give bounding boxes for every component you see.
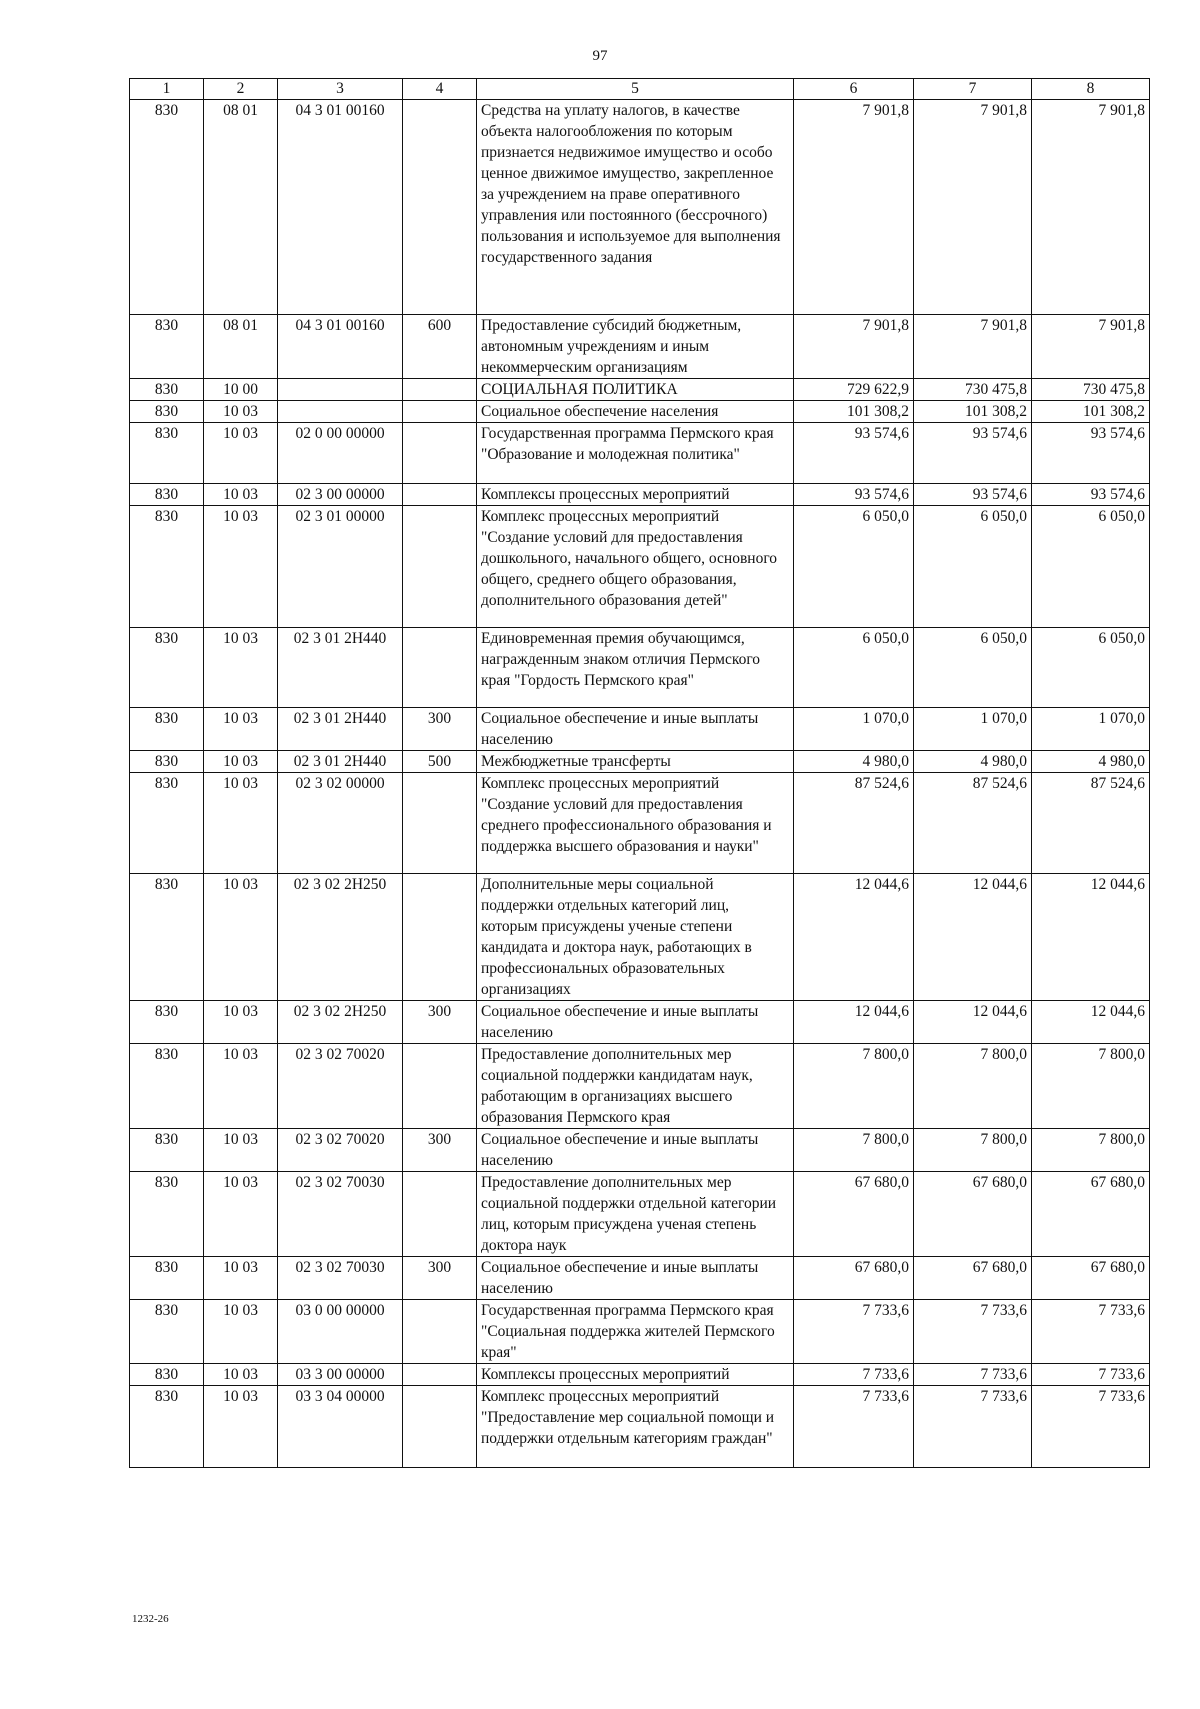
expense-type-cell bbox=[403, 1364, 477, 1386]
admin-code-cell: 830 bbox=[130, 628, 204, 708]
target-article-cell: 03 3 04 00000 bbox=[278, 1386, 403, 1468]
amount-2026-cell: 12 044,6 bbox=[1032, 874, 1150, 1001]
amount-2024-cell: 7 733,6 bbox=[794, 1300, 914, 1364]
amount-2024-cell: 12 044,6 bbox=[794, 874, 914, 1001]
admin-code-cell: 830 bbox=[130, 1257, 204, 1300]
section-code-cell: 10 03 bbox=[204, 1364, 278, 1386]
column-header: 2 bbox=[204, 79, 278, 100]
admin-code-cell: 830 bbox=[130, 379, 204, 401]
amount-2024-cell: 7 800,0 bbox=[794, 1129, 914, 1172]
section-code-cell: 10 00 bbox=[204, 379, 278, 401]
amount-2025-cell: 6 050,0 bbox=[914, 628, 1032, 708]
amount-2025-cell: 67 680,0 bbox=[914, 1172, 1032, 1257]
amount-2024-cell: 87 524,6 bbox=[794, 773, 914, 874]
target-article-cell: 02 3 00 00000 bbox=[278, 484, 403, 506]
amount-2025-cell: 6 050,0 bbox=[914, 506, 1032, 628]
description-cell: Предоставление дополнительных мер социальной поддержки отдельной категории лиц, которым присуждена ученая степень доктора наук bbox=[477, 1172, 794, 1257]
amount-2024-cell: 4 980,0 bbox=[794, 751, 914, 773]
column-header: 4 bbox=[403, 79, 477, 100]
amount-2026-cell: 7 733,6 bbox=[1032, 1300, 1150, 1364]
amount-2024-cell: 7 733,6 bbox=[794, 1364, 914, 1386]
amount-2024-cell: 6 050,0 bbox=[794, 628, 914, 708]
column-header: 6 bbox=[794, 79, 914, 100]
expense-type-cell bbox=[403, 1044, 477, 1129]
amount-2026-cell: 67 680,0 bbox=[1032, 1172, 1150, 1257]
amount-2026-cell: 730 475,8 bbox=[1032, 379, 1150, 401]
amount-2024-cell: 93 574,6 bbox=[794, 423, 914, 484]
amount-2025-cell: 93 574,6 bbox=[914, 484, 1032, 506]
section-code-cell: 10 03 bbox=[204, 751, 278, 773]
amount-2025-cell: 101 308,2 bbox=[914, 401, 1032, 423]
section-code-cell: 08 01 bbox=[204, 315, 278, 379]
description-cell: Социальное обеспечение и иные выплаты населению bbox=[477, 1257, 794, 1300]
table-row bbox=[130, 708, 1150, 751]
document-code: 1232-26 bbox=[132, 1613, 169, 1625]
description-cell: Единовременная премия обучающимся, награжденным знаком отличия Пермского края "Гордость Пермского края" bbox=[477, 628, 794, 708]
description-cell: Государственная программа Пермского края "Социальная поддержка жителей Пермского края" bbox=[477, 1300, 794, 1364]
column-header: 7 bbox=[914, 79, 1032, 100]
amount-2024-cell: 12 044,6 bbox=[794, 1001, 914, 1044]
description-cell: Предоставление дополнительных мер социальной поддержки кандидатам наук, работающим в организациях высшего образования Пермского края bbox=[477, 1044, 794, 1129]
target-article-cell bbox=[278, 379, 403, 401]
expense-type-cell bbox=[403, 1300, 477, 1364]
budget-table bbox=[129, 78, 1150, 1468]
amount-2024-cell: 7 901,8 bbox=[794, 315, 914, 379]
target-article-cell: 02 3 02 00000 bbox=[278, 773, 403, 874]
page-number: 97 bbox=[592, 48, 608, 64]
amount-2024-cell: 67 680,0 bbox=[794, 1257, 914, 1300]
target-article-cell: 02 3 02 2Н250 bbox=[278, 1001, 403, 1044]
amount-2026-cell: 6 050,0 bbox=[1032, 506, 1150, 628]
table-row bbox=[130, 379, 1150, 401]
amount-2026-cell: 1 070,0 bbox=[1032, 708, 1150, 751]
section-code-cell: 10 03 bbox=[204, 1386, 278, 1468]
table-row bbox=[130, 1300, 1150, 1364]
table-row bbox=[130, 1257, 1150, 1300]
description-cell: СОЦИАЛЬНАЯ ПОЛИТИКА bbox=[477, 379, 794, 401]
target-article-cell bbox=[278, 401, 403, 423]
expense-type-cell bbox=[403, 773, 477, 874]
amount-2026-cell: 12 044,6 bbox=[1032, 1001, 1150, 1044]
amount-2024-cell: 101 308,2 bbox=[794, 401, 914, 423]
admin-code-cell: 830 bbox=[130, 751, 204, 773]
table-row bbox=[130, 751, 1150, 773]
amount-2026-cell: 7 733,6 bbox=[1032, 1386, 1150, 1468]
column-header: 5 bbox=[477, 79, 794, 100]
section-code-cell: 10 03 bbox=[204, 874, 278, 1001]
expense-type-cell bbox=[403, 484, 477, 506]
amount-2026-cell: 4 980,0 bbox=[1032, 751, 1150, 773]
amount-2026-cell: 6 050,0 bbox=[1032, 628, 1150, 708]
section-code-cell: 10 03 bbox=[204, 773, 278, 874]
expense-type-cell: 300 bbox=[403, 1129, 477, 1172]
target-article-cell: 04 3 01 00160 bbox=[278, 315, 403, 379]
expense-type-cell bbox=[403, 423, 477, 484]
target-article-cell: 02 3 01 2Н440 bbox=[278, 751, 403, 773]
target-article-cell: 02 3 01 2Н440 bbox=[278, 708, 403, 751]
column-header: 8 bbox=[1032, 79, 1150, 100]
table-row bbox=[130, 1172, 1150, 1257]
description-cell: Комплекс процессных мероприятий "Предоставление мер социальной помощи и поддержки отдельным категориям граждан" bbox=[477, 1386, 794, 1468]
amount-2025-cell: 7 800,0 bbox=[914, 1129, 1032, 1172]
expense-type-cell bbox=[403, 874, 477, 1001]
admin-code-cell: 830 bbox=[130, 1044, 204, 1129]
amount-2024-cell: 6 050,0 bbox=[794, 506, 914, 628]
target-article-cell: 02 3 02 2Н250 bbox=[278, 874, 403, 1001]
amount-2025-cell: 730 475,8 bbox=[914, 379, 1032, 401]
table-row bbox=[130, 1044, 1150, 1129]
expense-type-cell bbox=[403, 401, 477, 423]
amount-2024-cell: 67 680,0 bbox=[794, 1172, 914, 1257]
description-cell: Комплекс процессных мероприятий "Создание условий для предоставления среднего профессионального образования и поддержка высшего образования и науки" bbox=[477, 773, 794, 874]
target-article-cell: 02 3 02 70020 bbox=[278, 1044, 403, 1129]
table-row bbox=[130, 401, 1150, 423]
amount-2026-cell: 67 680,0 bbox=[1032, 1257, 1150, 1300]
section-code-cell: 10 03 bbox=[204, 628, 278, 708]
description-cell: Комплексы процессных мероприятий bbox=[477, 1364, 794, 1386]
section-code-cell: 08 01 bbox=[204, 100, 278, 315]
expense-type-cell: 500 bbox=[403, 751, 477, 773]
description-cell: Средства на уплату налогов, в качестве объекта налогообложения по которым признается недвижимое имущество и особо ценное движимое имущество, закрепленное за учреждением на праве оперативного управления или постоянного (бессрочного) пользования и используемое для выполнения государственного задания bbox=[477, 100, 794, 315]
table-row bbox=[130, 423, 1150, 484]
description-cell: Социальное обеспечение населения bbox=[477, 401, 794, 423]
amount-2025-cell: 7 901,8 bbox=[914, 100, 1032, 315]
table-row bbox=[130, 484, 1150, 506]
table-row bbox=[130, 1364, 1150, 1386]
table-row bbox=[130, 1129, 1150, 1172]
admin-code-cell: 830 bbox=[130, 484, 204, 506]
section-code-cell: 10 03 bbox=[204, 484, 278, 506]
table-row bbox=[130, 100, 1150, 315]
section-code-cell: 10 03 bbox=[204, 1001, 278, 1044]
amount-2024-cell: 729 622,9 bbox=[794, 379, 914, 401]
amount-2026-cell: 7 901,8 bbox=[1032, 315, 1150, 379]
section-code-cell: 10 03 bbox=[204, 1129, 278, 1172]
expense-type-cell bbox=[403, 506, 477, 628]
description-cell: Социальное обеспечение и иные выплаты населению bbox=[477, 708, 794, 751]
amount-2024-cell: 1 070,0 bbox=[794, 708, 914, 751]
amount-2025-cell: 12 044,6 bbox=[914, 1001, 1032, 1044]
amount-2026-cell: 7 800,0 bbox=[1032, 1129, 1150, 1172]
amount-2025-cell: 93 574,6 bbox=[914, 423, 1032, 484]
admin-code-cell: 830 bbox=[130, 1172, 204, 1257]
admin-code-cell: 830 bbox=[130, 1300, 204, 1364]
target-article-cell: 02 3 02 70030 bbox=[278, 1172, 403, 1257]
admin-code-cell: 830 bbox=[130, 1386, 204, 1468]
table-row bbox=[130, 506, 1150, 628]
table-row bbox=[130, 874, 1150, 1001]
expense-type-cell bbox=[403, 1172, 477, 1257]
description-cell: Комплекс процессных мероприятий "Создание условий для предоставления дошкольного, начального общего, основного общего, среднего общего образования, дополнительного образования детей" bbox=[477, 506, 794, 628]
table-row bbox=[130, 1386, 1150, 1468]
amount-2025-cell: 7 800,0 bbox=[914, 1044, 1032, 1129]
description-cell: Социальное обеспечение и иные выплаты населению bbox=[477, 1001, 794, 1044]
table-body bbox=[130, 100, 1150, 1468]
amount-2026-cell: 7 901,8 bbox=[1032, 100, 1150, 315]
admin-code-cell: 830 bbox=[130, 874, 204, 1001]
amount-2025-cell: 12 044,6 bbox=[914, 874, 1032, 1001]
amount-2025-cell: 7 733,6 bbox=[914, 1364, 1032, 1386]
section-code-cell: 10 03 bbox=[204, 1300, 278, 1364]
amount-2025-cell: 1 070,0 bbox=[914, 708, 1032, 751]
description-cell: Межбюджетные трансферты bbox=[477, 751, 794, 773]
admin-code-cell: 830 bbox=[130, 1364, 204, 1386]
expense-type-cell: 300 bbox=[403, 1257, 477, 1300]
amount-2024-cell: 7 733,6 bbox=[794, 1386, 914, 1468]
admin-code-cell: 830 bbox=[130, 1001, 204, 1044]
admin-code-cell: 830 bbox=[130, 423, 204, 484]
description-cell: Предоставление субсидий бюджетным, автономным учреждениям и иным некоммерческим организациям bbox=[477, 315, 794, 379]
expense-type-cell bbox=[403, 379, 477, 401]
target-article-cell: 02 3 01 00000 bbox=[278, 506, 403, 628]
target-article-cell: 02 3 02 70030 bbox=[278, 1257, 403, 1300]
description-cell: Комплексы процессных мероприятий bbox=[477, 484, 794, 506]
amount-2025-cell: 7 901,8 bbox=[914, 315, 1032, 379]
amount-2024-cell: 7 901,8 bbox=[794, 100, 914, 315]
amount-2026-cell: 93 574,6 bbox=[1032, 423, 1150, 484]
section-code-cell: 10 03 bbox=[204, 1172, 278, 1257]
target-article-cell: 02 0 00 00000 bbox=[278, 423, 403, 484]
admin-code-cell: 830 bbox=[130, 315, 204, 379]
expense-type-cell: 600 bbox=[403, 315, 477, 379]
admin-code-cell: 830 bbox=[130, 100, 204, 315]
amount-2026-cell: 93 574,6 bbox=[1032, 484, 1150, 506]
section-code-cell: 10 03 bbox=[204, 1257, 278, 1300]
amount-2026-cell: 101 308,2 bbox=[1032, 401, 1150, 423]
target-article-cell: 03 0 00 00000 bbox=[278, 1300, 403, 1364]
amount-2025-cell: 67 680,0 bbox=[914, 1257, 1032, 1300]
column-header: 1 bbox=[130, 79, 204, 100]
expense-type-cell: 300 bbox=[403, 708, 477, 751]
amount-2025-cell: 7 733,6 bbox=[914, 1300, 1032, 1364]
table-header-row bbox=[130, 79, 1150, 100]
admin-code-cell: 830 bbox=[130, 506, 204, 628]
column-header: 3 bbox=[278, 79, 403, 100]
amount-2025-cell: 4 980,0 bbox=[914, 751, 1032, 773]
amount-2026-cell: 7 800,0 bbox=[1032, 1044, 1150, 1129]
amount-2026-cell: 87 524,6 bbox=[1032, 773, 1150, 874]
expense-type-cell bbox=[403, 628, 477, 708]
section-code-cell: 10 03 bbox=[204, 423, 278, 484]
amount-2025-cell: 87 524,6 bbox=[914, 773, 1032, 874]
expense-type-cell: 300 bbox=[403, 1001, 477, 1044]
admin-code-cell: 830 bbox=[130, 401, 204, 423]
table-row bbox=[130, 773, 1150, 874]
expense-type-cell bbox=[403, 1386, 477, 1468]
target-article-cell: 04 3 01 00160 bbox=[278, 100, 403, 315]
section-code-cell: 10 03 bbox=[204, 401, 278, 423]
section-code-cell: 10 03 bbox=[204, 708, 278, 751]
section-code-cell: 10 03 bbox=[204, 506, 278, 628]
admin-code-cell: 830 bbox=[130, 1129, 204, 1172]
target-article-cell: 02 3 01 2Н440 bbox=[278, 628, 403, 708]
table-row bbox=[130, 315, 1150, 379]
admin-code-cell: 830 bbox=[130, 773, 204, 874]
amount-2026-cell: 7 733,6 bbox=[1032, 1364, 1150, 1386]
table-row bbox=[130, 628, 1150, 708]
target-article-cell: 02 3 02 70020 bbox=[278, 1129, 403, 1172]
expense-type-cell bbox=[403, 100, 477, 315]
section-code-cell: 10 03 bbox=[204, 1044, 278, 1129]
admin-code-cell: 830 bbox=[130, 708, 204, 751]
amount-2024-cell: 7 800,0 bbox=[794, 1044, 914, 1129]
description-cell: Государственная программа Пермского края "Образование и молодежная политика" bbox=[477, 423, 794, 484]
description-cell: Дополнительные меры социальной поддержки отдельных категорий лиц, которым присуждены ученые степени кандидата и доктора наук, работающих в профессиональных образовательных организациях bbox=[477, 874, 794, 1001]
description-cell: Социальное обеспечение и иные выплаты населению bbox=[477, 1129, 794, 1172]
amount-2025-cell: 7 733,6 bbox=[914, 1386, 1032, 1468]
target-article-cell: 03 3 00 00000 bbox=[278, 1364, 403, 1386]
amount-2024-cell: 93 574,6 bbox=[794, 484, 914, 506]
table-row bbox=[130, 1001, 1150, 1044]
